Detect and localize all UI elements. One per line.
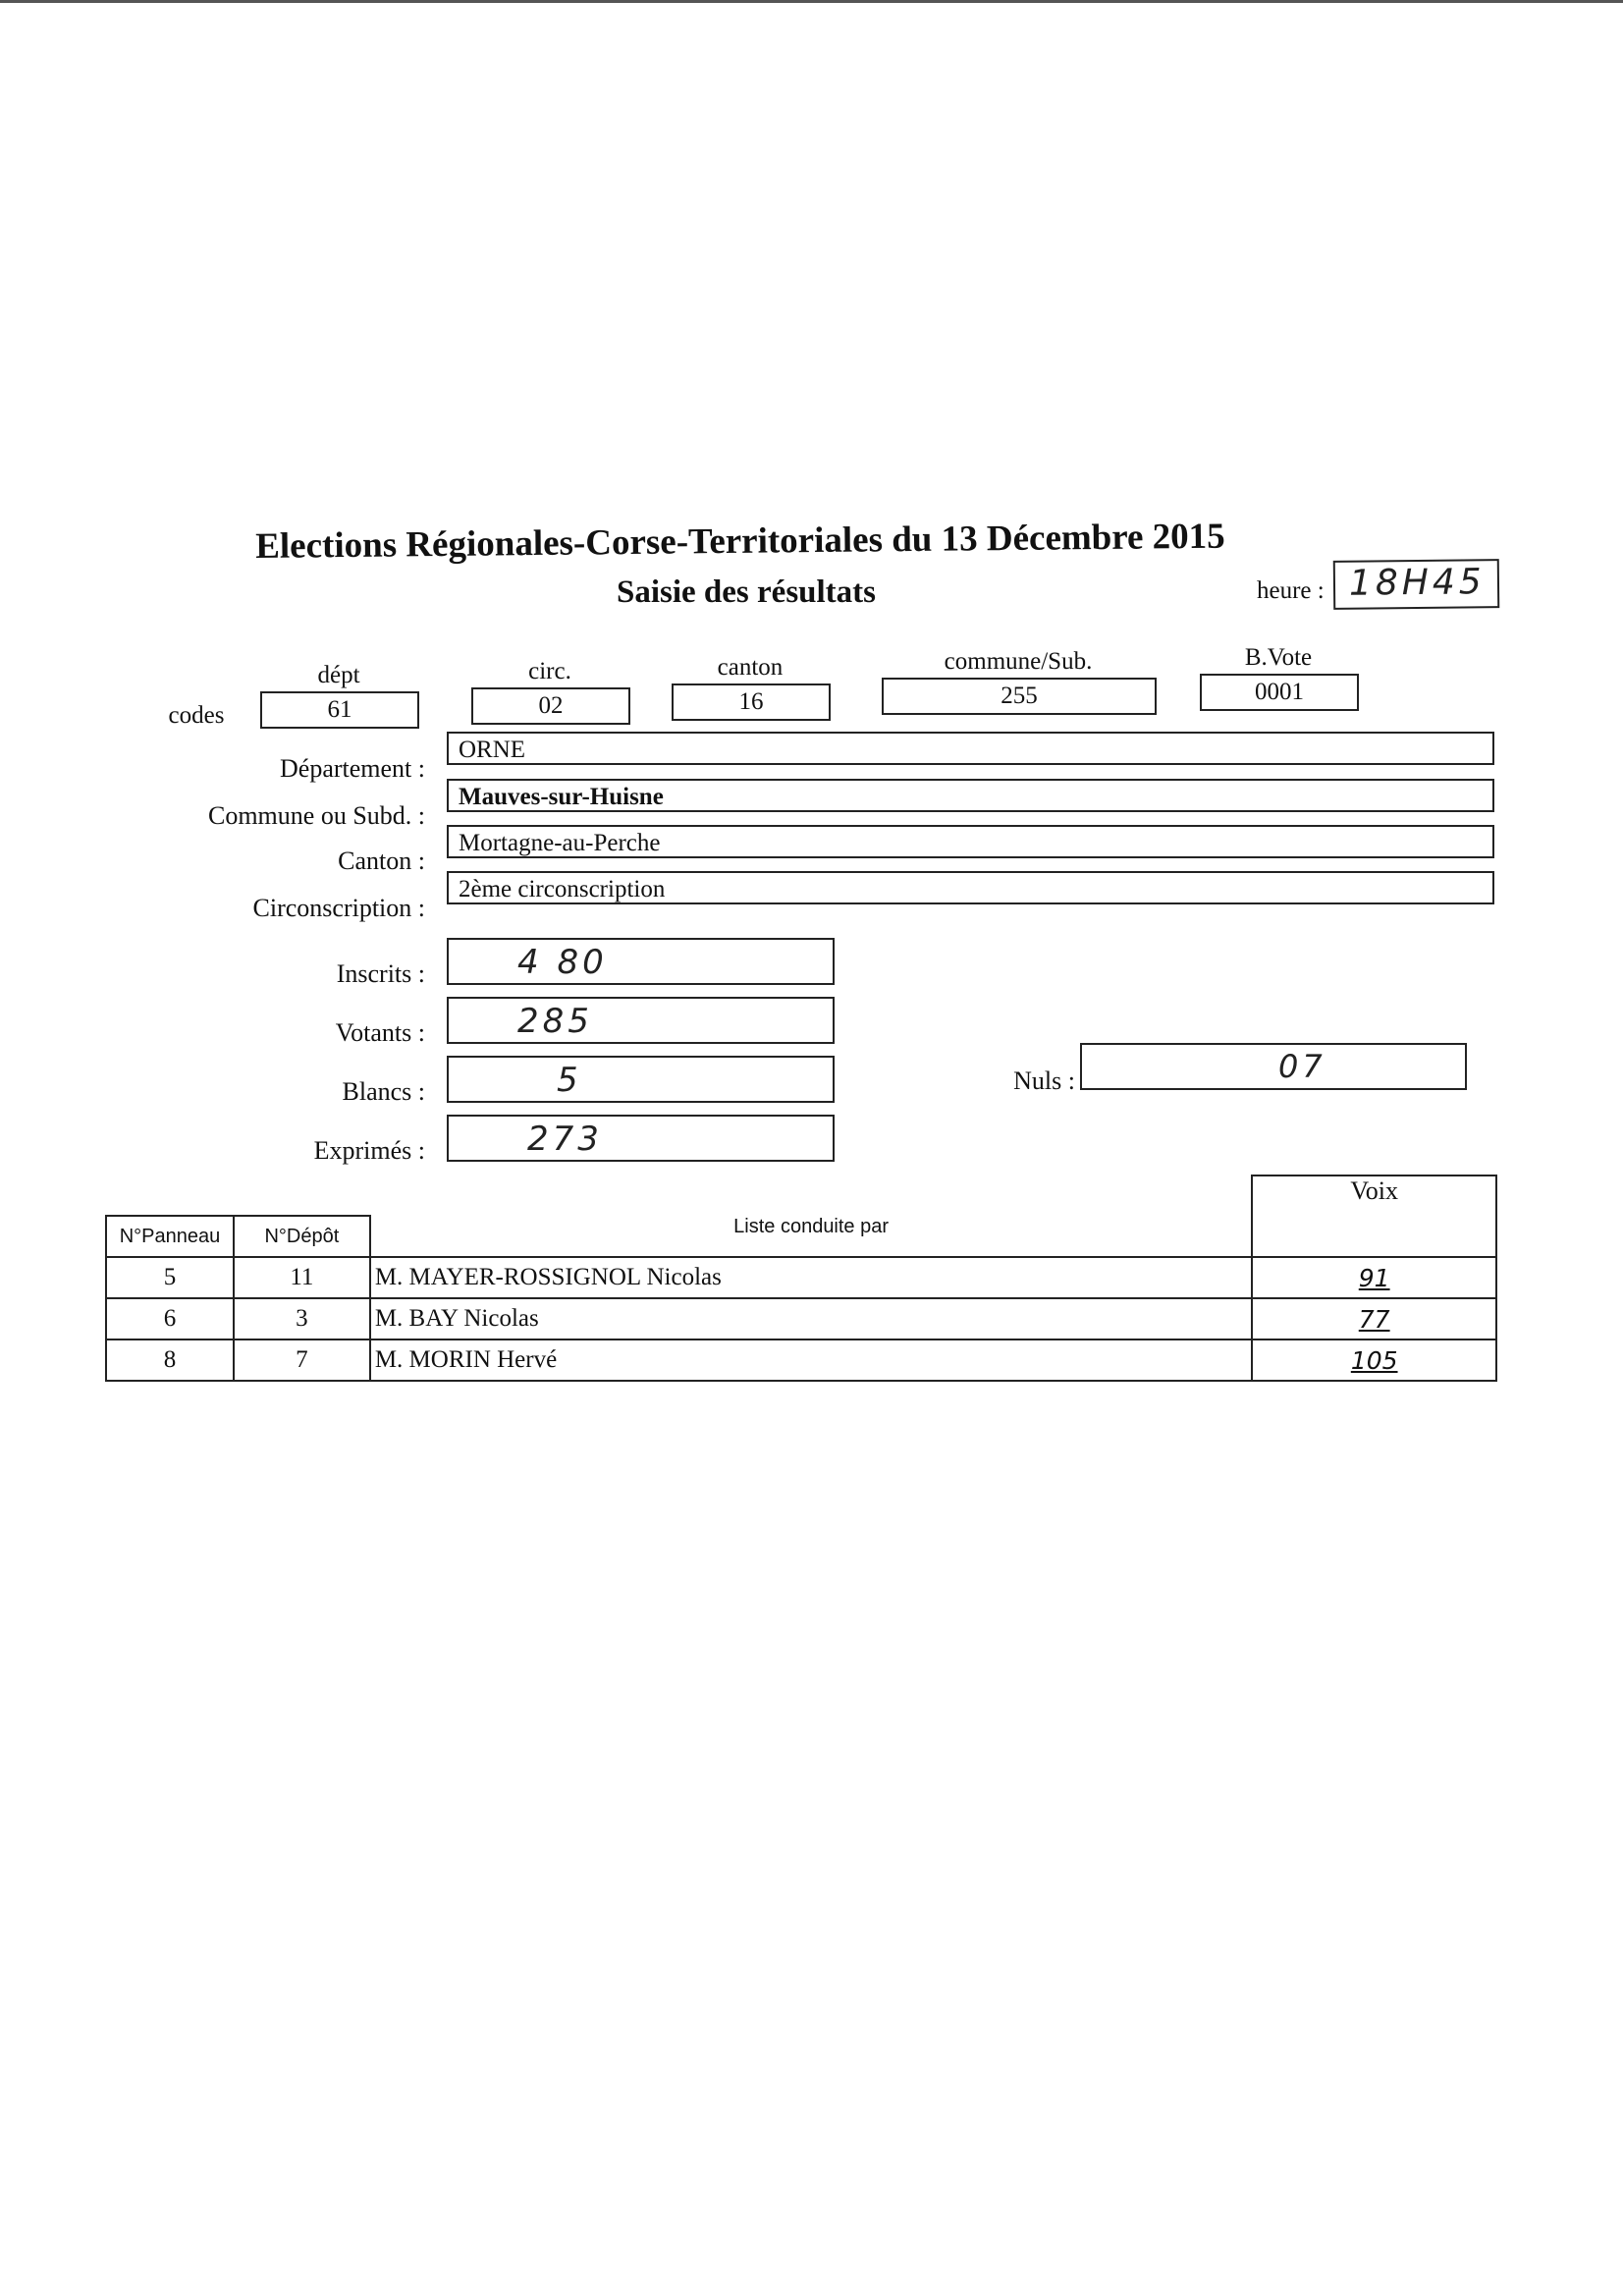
header-panneau: N°Panneau (106, 1216, 234, 1257)
code-bvote-field[interactable]: 0001 (1200, 674, 1359, 711)
commune-label: Commune ou Subd. : (207, 801, 425, 830)
row-liste: M. MORIN Hervé (370, 1339, 1253, 1381)
table-header-row (106, 1175, 1496, 1216)
row-voix-field[interactable]: 105 (1252, 1339, 1496, 1381)
table-row (106, 1298, 1496, 1339)
row-liste: M. BAY Nicolas (370, 1298, 1253, 1339)
inscrits-label: Inscrits : (336, 959, 425, 988)
votants-field[interactable]: 285 (447, 997, 835, 1044)
canton-field[interactable]: Mortagne-au-Perche (447, 825, 1494, 858)
exprimes-field[interactable]: 273 (447, 1115, 835, 1162)
nuls-label: Nuls : (1013, 1066, 1075, 1095)
header-liste: Liste conduite par (370, 1216, 1253, 1257)
code-circ-field[interactable]: 02 (471, 687, 630, 725)
circonscription-label: Circonscription : (252, 894, 425, 922)
code-dept-label: dépt (317, 662, 360, 688)
table-row (106, 1257, 1496, 1298)
row-voix-field[interactable]: 91 (1252, 1257, 1496, 1298)
row-depot: 11 (234, 1257, 370, 1298)
row-panneau: 6 (106, 1298, 234, 1339)
document-subtitle: Saisie des résultats (617, 574, 876, 610)
document-title: Elections Régionales-Corse-Territoriales du 13 Décembre 2015 (255, 516, 1225, 567)
votants-label: Votants : (335, 1018, 425, 1047)
code-bvote-label: B.Vote (1244, 644, 1313, 671)
circonscription-field[interactable]: 2ème circonscription (447, 871, 1494, 904)
blancs-field[interactable]: 5 (447, 1056, 835, 1103)
table-row (106, 1339, 1496, 1381)
results-table (105, 1175, 1497, 1382)
header-spacer-1 (106, 1175, 234, 1216)
header-spacer-3 (370, 1175, 1253, 1216)
heure-field[interactable] (1333, 559, 1500, 610)
codes-label: codes (168, 702, 225, 729)
departement-label: Département : (280, 754, 425, 783)
code-canton-label: canton (717, 654, 784, 681)
exprimes-label: Exprimés : (313, 1136, 425, 1165)
commune-field[interactable]: Mauves-sur-Huisne (447, 779, 1494, 812)
canton-label: Canton : (338, 847, 425, 875)
row-liste: M. MAYER-ROSSIGNOL Nicolas (370, 1257, 1253, 1298)
row-panneau: 8 (106, 1339, 234, 1381)
row-depot: 3 (234, 1298, 370, 1339)
departement-field[interactable]: ORNE (447, 732, 1494, 765)
code-commune-field[interactable]: 255 (882, 678, 1157, 715)
nuls-field[interactable]: 07 (1080, 1043, 1467, 1090)
heure-value: 18H45 (1348, 562, 1486, 604)
header-depot: N°Dépôt (234, 1216, 370, 1257)
inscrits-field[interactable]: 4 80 (447, 938, 835, 985)
heure-label: heure : (1257, 577, 1325, 604)
code-dept-field[interactable]: 61 (260, 691, 419, 729)
top-border-line (0, 0, 1623, 3)
header-spacer-2 (234, 1175, 370, 1216)
blancs-label: Blancs : (342, 1077, 425, 1106)
code-canton-field[interactable]: 16 (672, 683, 831, 721)
code-commune-label: commune/Sub. (944, 648, 1093, 675)
row-depot: 7 (234, 1339, 370, 1381)
header-voix: Voix (1252, 1175, 1496, 1257)
row-voix-field[interactable]: 77 (1252, 1298, 1496, 1339)
code-circ-label: circ. (528, 658, 571, 684)
row-panneau: 5 (106, 1257, 234, 1298)
